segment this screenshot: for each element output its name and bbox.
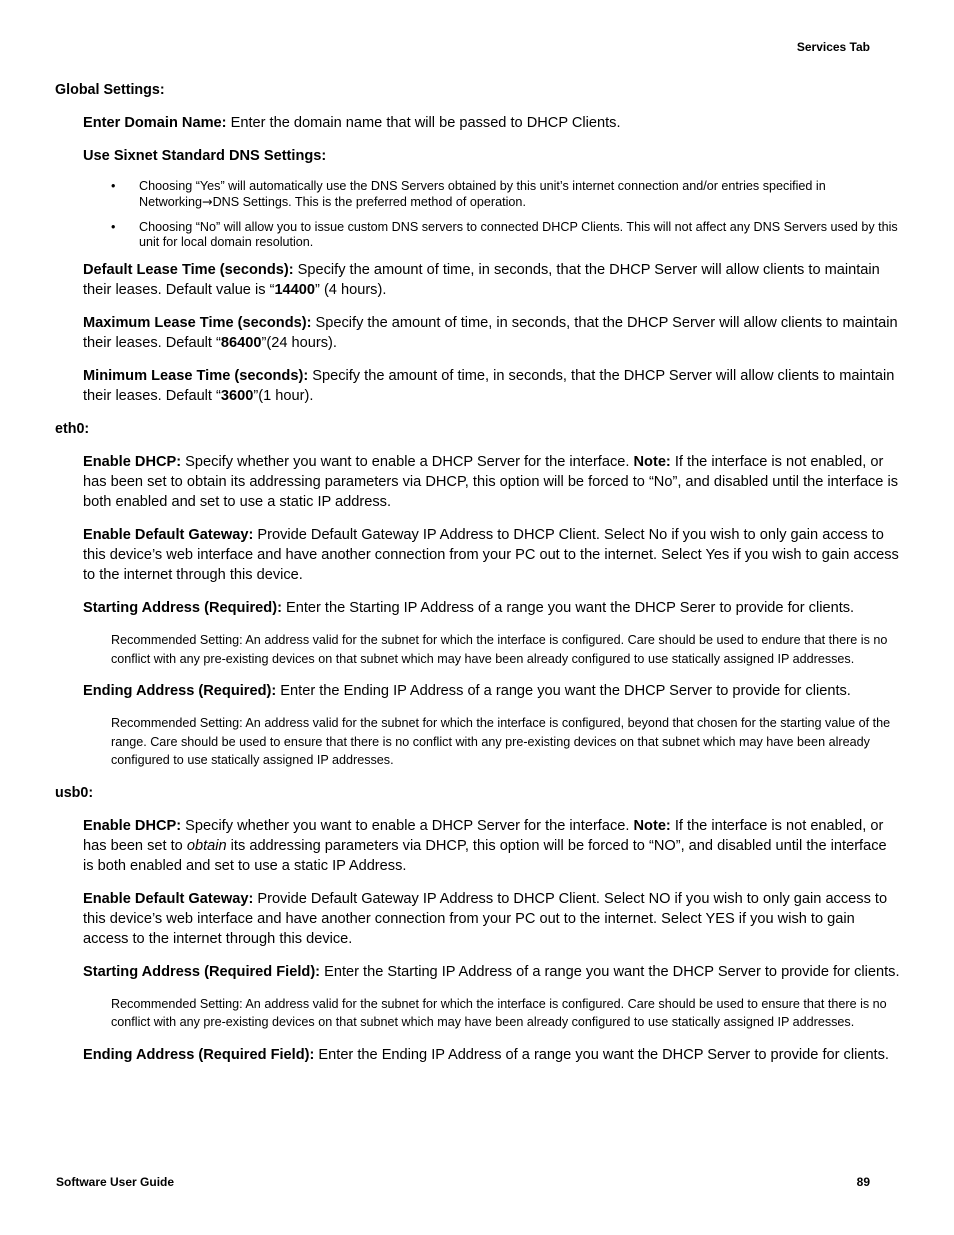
eth0-enable-dhcp-text-b: If the interface is not enabled, or has been set to obtain its addressing parameters via DHCP, this option will be forced to “No”, and disabled until the interface is both enabled and set to use a static IP address. <box>83 454 898 510</box>
usb0-start-text: Enter the Starting IP Address of a range you want the DHCP Server to provide for clients. <box>320 963 900 980</box>
eth0-end-label: Ending Address (Required): <box>83 683 277 699</box>
default-lease-paragraph <box>83 260 900 300</box>
running-header: Services Tab <box>796 40 870 54</box>
max-lease-paragraph <box>83 313 900 353</box>
eth0-start-recommendation: Recommended Setting: An address valid for the subnet for which the interface is configured. Care should be used to endure that there is no conflict with any pre-existing devices on that subnet which may have been already configured to use statically assigned IP addresses. <box>111 633 888 666</box>
min-lease-label: Minimum Lease Time (seconds): <box>83 368 309 384</box>
min-lease-text-a: Specify the amount of time, in seconds, that the DHCP Server will allow clients to maintain their leases. Default “ <box>83 368 895 404</box>
usb0-gateway-text: Provide Default Gateway IP Address to DHCP Client. Select NO if you wish to only gain access to this device’s web interface and have another connection from your PC out to the internet. Select YES if you wish to gain access to the internet through this device. <box>83 890 888 947</box>
domain-name-text: Enter the domain name that will be passed to DHCP Clients. <box>226 115 621 131</box>
eth0-start-label: Starting Address (Required): <box>83 600 282 616</box>
min-lease-paragraph <box>83 366 900 406</box>
bullet-no-text: Choosing “No” will allow you to issue custom DNS servers to connected DHCP Clients. This will not affect any DNS Servers used by this unit for local domain resolution. <box>139 220 898 249</box>
usb0-enable-dhcp-label: Enable DHCP: <box>83 817 182 834</box>
global-settings-heading: Global Settings: <box>55 82 165 98</box>
usb0-heading: usb0: <box>55 784 94 801</box>
eth0-enable-dhcp-paragraph <box>83 452 900 512</box>
min-lease-text-b: ”(1 hour). <box>253 388 314 404</box>
eth0-gateway-text: Provide Default Gateway IP Address to DHCP Client. Select No if you wish to only gain access to this device’s web interface and have another connection from your PC out to the internet. Select Yes if you wish to gain access to the internet through this device. <box>83 527 899 583</box>
max-lease-text-a: Specify the amount of time, in seconds, that the DHCP Server will allow clients to maintain their leases. Default “ <box>83 315 898 351</box>
usb0-obtain-italic: obtain <box>186 837 227 854</box>
min-lease-value: 3600 <box>220 388 254 404</box>
usb0-enable-dhcp-text-c: its addressing parameters via DHCP, this option will be forced to “NO”, and disabled until the interface is both enabled and set to use a static IP Address. <box>83 837 887 874</box>
bullet-yes-text-a: Choosing “Yes” will automatically use the DNS Servers obtained by this unit’s internet connection and/or entries specified in Networking <box>139 179 826 209</box>
usb0-end-text: Enter the Ending IP Address of a range you want the DHCP Server to provide for clients. <box>314 1046 889 1063</box>
list-item <box>111 220 900 250</box>
arrow-right-icon: → <box>202 194 213 209</box>
usb0-gateway-label: Enable Default Gateway: <box>83 890 254 907</box>
eth0-enable-dhcp-label: Enable DHCP: <box>83 454 182 470</box>
usb0-enable-dhcp-text-a: Specify whether you want to enable a DHCP Server for the interface. <box>181 817 634 834</box>
max-lease-text-b: ”(24 hours). <box>261 335 337 351</box>
eth0-gateway-label: Enable Default Gateway: <box>83 527 254 543</box>
eth0-heading: eth0: <box>55 421 90 437</box>
usb0-enable-dhcp-paragraph <box>83 816 900 876</box>
usb0-start-recommendation: Recommended Setting: An address valid for the subnet for which the interface is configured. Care should be used to ensure that there is no conflict with any pre-existing devices on that subnet which may have been already configured to use statically assigned IP addresses. <box>111 996 887 1029</box>
dns-options-list <box>111 179 900 250</box>
bullet-yes-text-b: DNS Settings. This is the preferred method of operation. <box>212 195 526 209</box>
usb0-gateway-paragraph <box>83 889 900 949</box>
usb0-enable-dhcp-text-b: If the interface is not enabled, or has been set to <box>83 817 884 854</box>
default-lease-text-a: Specify the amount of time, in seconds, that the DHCP Server will allow clients to maintain their leases. Default value is “ <box>83 262 880 298</box>
domain-name-paragraph <box>83 113 900 133</box>
page-body <box>55 80 900 1078</box>
usb0-start-label: Starting Address (Required Field): <box>83 963 321 980</box>
default-lease-text-b: ” (4 hours). <box>315 282 387 298</box>
usb0-end-label: Ending Address (Required Field): <box>83 1046 315 1063</box>
eth0-start-text: Enter the Starting IP Address of a range you want the DHCP Serer to provide for clients. <box>281 600 855 616</box>
eth0-end-paragraph <box>83 681 900 701</box>
max-lease-value: 86400 <box>220 335 262 351</box>
bullet-icon: • <box>111 179 116 193</box>
eth0-note-label: Note: <box>633 454 671 470</box>
eth0-end-text: Enter the Ending IP Address of a range you want the DHCP Server to provide for clients. <box>276 683 851 699</box>
eth0-start-paragraph <box>83 598 900 618</box>
max-lease-label: Maximum Lease Time (seconds): <box>83 315 312 331</box>
eth0-end-recommendation: Recommended Setting: An address valid for the subnet for which the interface is configured, beyond that chosen for the starting value of the range. Care should be used to ensure that there is no conflict with any pre-existing devices on that subnet which may have been already configured to use statically assigned IP addresses. <box>111 716 891 767</box>
footer-guide-title: Software User Guide <box>56 1175 175 1189</box>
domain-name-label: Enter Domain Name: <box>83 115 227 131</box>
default-lease-value: 14400 <box>274 282 316 298</box>
default-lease-label: Default Lease Time (seconds): <box>83 262 294 278</box>
dns-settings-heading: Use Sixnet Standard DNS Settings: <box>83 148 327 164</box>
usb0-end-paragraph <box>83 1045 900 1065</box>
page-number: 89 <box>856 1175 870 1189</box>
usb0-start-paragraph <box>83 962 900 982</box>
usb0-note-label: Note: <box>633 817 671 834</box>
list-item <box>111 179 900 210</box>
eth0-enable-dhcp-text-a: Specify whether you want to enable a DHCP Server for the interface. <box>181 454 634 470</box>
bullet-icon: • <box>111 220 116 234</box>
eth0-gateway-paragraph <box>83 525 900 585</box>
